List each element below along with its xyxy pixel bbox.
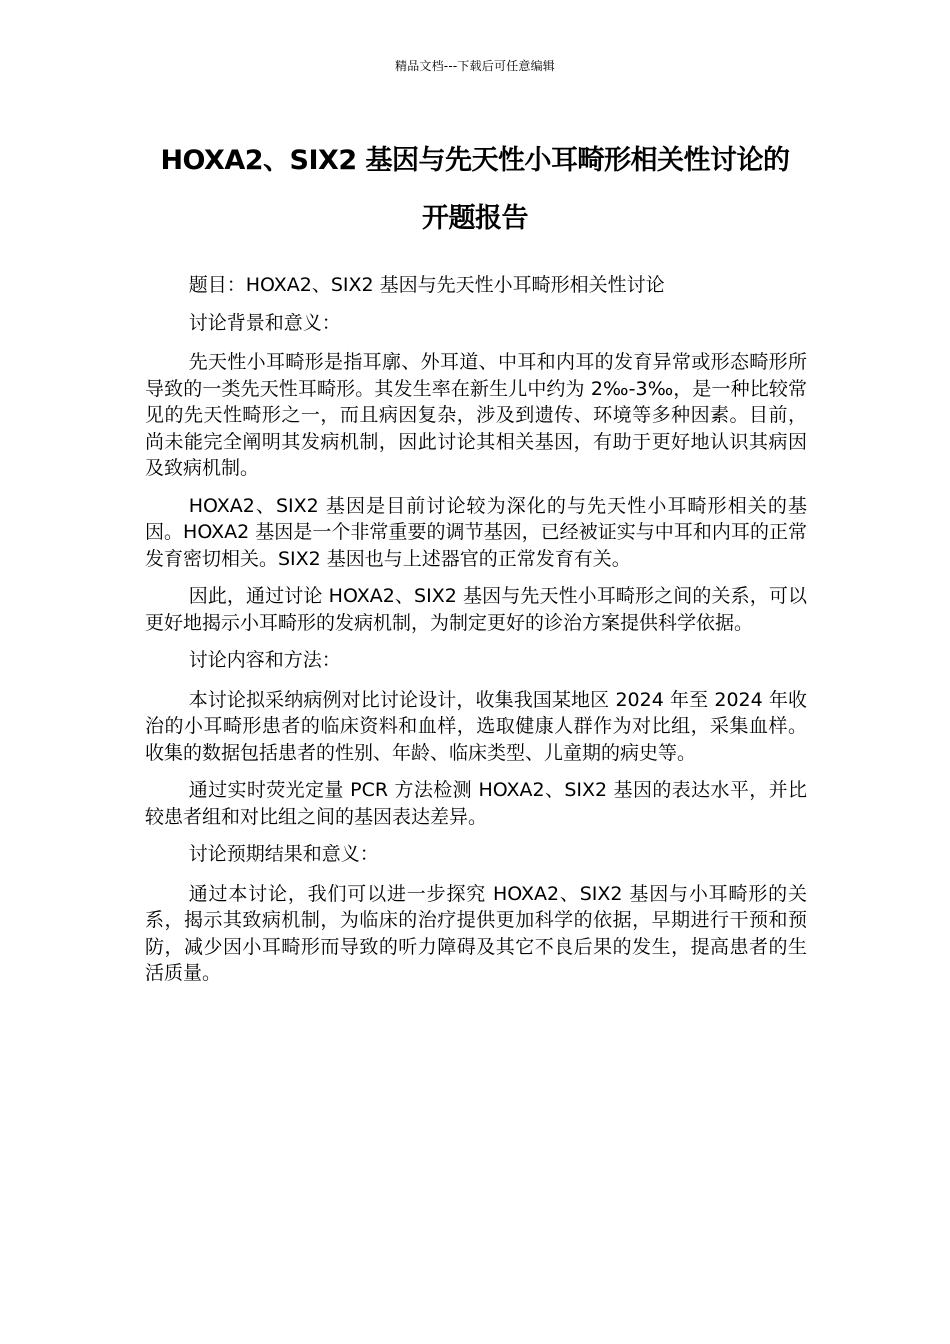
body-paragraph: 先天性小耳畸形是指耳廓、外耳道、中耳和内耳的发育异常或形态畸形所导致的一类先天性耳畸形。其发生率在新生儿中约为 2‰-3‰，是一种比较常见的先天性畸形之一，而且病因复杂，涉及到遗传、环境等多种因素。目前，尚未能完全阐明其发病机制，因此讨论其相关基因，有助于更好地认识其病因及致病机制。	[145, 351, 807, 479]
page-header: 精品文档---下载后可任意编辑	[395, 59, 555, 73]
section-heading-methods: 讨论内容和方法：	[188, 649, 341, 671]
body-paragraph: 因此，通过讨论 HOXA2、SIX2 基因与先天性小耳畸形之间的关系，可以更好地揭示小耳畸形的发病机制，为制定更好的诊治方案提供科学依据。	[145, 585, 807, 634]
body-paragraph: 通过实时荧光定量 PCR 方法检测 HOXA2、SIX2 基因的表达水平，并比较患者组和对比组之间的基因表达差异。	[145, 779, 807, 828]
document-title-line-1: HOXA2、SIX2 基因与先天性小耳畸形相关性讨论的	[160, 145, 790, 176]
topic-line: 题目：HOXA2、SIX2 基因与先天性小耳畸形相关性讨论	[188, 274, 665, 296]
document-title-line-2: 开题报告	[422, 203, 528, 234]
section-heading-expected-results: 讨论预期结果和意义：	[188, 843, 379, 865]
document-title	[120, 132, 830, 248]
body-paragraph: HOXA2、SIX2 基因是目前讨论较为深化的与先天性小耳畸形相关的基因。HOXA2 基因是一个非常重要的调节基因，已经被证实与中耳和内耳的正常发育密切相关。SIX2 基因也与上述器官的正常发育有关。	[145, 494, 807, 570]
body-paragraph: 通过本讨论，我们可以进一步探究 HOXA2、SIX2 基因与小耳畸形的关系，揭示其致病机制，为临床的治疗提供更加科学的依据，早期进行干预和预防，减少因小耳畸形而导致的听力障碍及其它不良后果的发生，提高患者的生活质量。	[145, 882, 807, 984]
body-paragraph: 本讨论拟采纳病例对比讨论设计，收集我国某地区 2024 年至 2024 年收治的小耳畸形患者的临床资料和血样，选取健康人群作为对比组，采集血样。收集的数据包括患者的性别、年龄、临床类型、儿童期的病史等。	[145, 688, 807, 764]
section-heading-background: 讨论背景和意义：	[188, 311, 341, 334]
document-body	[145, 272, 807, 998]
